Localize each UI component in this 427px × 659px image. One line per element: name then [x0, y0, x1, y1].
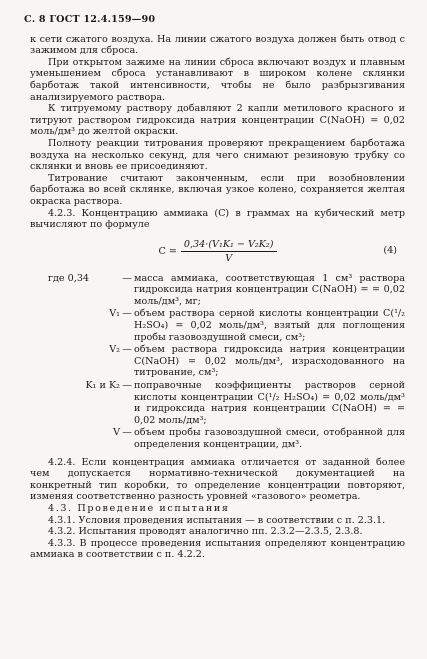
- definition-dash: —: [122, 272, 132, 284]
- paragraph-4: Полноту реакции титрования проверяют прекращением барботажа воздуха на несколько секунд, для чего снимают резиновую трубку со склянки и вновь ее присоединяют.: [30, 137, 405, 173]
- paragraph-4-3-1: 4.3.1. Условия проведения испытания — в соответствии с п. 2.3.1.: [48, 514, 386, 526]
- definition-text: масса аммиака, соответствующая 1 см³ раствора гидроксида натрия концентрации C(NaOH) = = 0,02 моль/дм³, мг;: [134, 272, 405, 307]
- definition-symbol: V₂: [109, 344, 120, 356]
- definition-text: объем раствора гидроксида натрия концентрации C(NaOH) = 0,02 моль/дм³, израсходованного на титрование, см³;: [134, 344, 405, 379]
- paragraph-4-2-3: 4.2.3. Концентрацию аммиака (C) в граммах на кубический метр вычисляют по формуле: [30, 207, 405, 231]
- formula-4: [30, 237, 405, 267]
- formula-numerator: 0,34·(V₁K₁ − V₂K₂): [181, 239, 277, 253]
- definition-text: объем пробы газовоздушной смеси, отобранной для определения концентрации, дм³.: [134, 427, 405, 450]
- definition-item: [30, 380, 405, 426]
- formula-number: (4): [383, 244, 397, 256]
- page-header: С. 8 ГОСТ 12.4.159—90: [24, 14, 156, 25]
- definition-text: объем раствора серной кислоты концентрации C(¹/₂ H₂SO₄) = 0,02 моль/дм³, взятый для поглощения пробы газовоздушной смеси, см³;: [134, 308, 405, 343]
- paragraph-2: При открытом зажиме на линии сброса включают воздух и плавным уменьшением сброса устанавливают в широком колене склянки барботаж такой интенсивности, чтобы не было разбрызгивания анализируемого раствора.: [30, 56, 405, 103]
- paragraph-3: К титруемому раствору добавляют 2 капли метилового красного и титруют раствором гидроксида натрия концентрации C(NaOH) = 0,02 моль/дм³ до желтой окраски.: [30, 103, 405, 138]
- definition-dash: —: [122, 380, 132, 392]
- paragraph-4-3-2: 4.3.2. Испытания проводят аналогично пп. 2.3.2—2.3.5, 2.3.8.: [48, 526, 363, 538]
- definition-item: [30, 344, 405, 379]
- definition-symbol: где 0,34: [48, 272, 90, 284]
- definition-item: [30, 427, 405, 450]
- section-heading-4-3: 4.3. Проведение испытания: [48, 502, 230, 514]
- definition-symbol: V₁: [109, 308, 120, 320]
- definition-symbol: K₁ и K₂: [85, 380, 120, 392]
- definitions-list: [30, 273, 405, 451]
- definition-item: [30, 308, 405, 343]
- definition-symbol: V: [113, 427, 120, 439]
- definition-dash: —: [122, 427, 132, 439]
- definition-dash: —: [122, 344, 132, 356]
- formula-lhs: C =: [158, 245, 177, 257]
- paragraph-5: Титрование считают законченным, если при возобновлении барботажа во всей склянке, включая узкое колено, сохраняется желтая окраска раствора.: [30, 172, 405, 207]
- definition-dash: —: [122, 308, 132, 320]
- formula-fraction: [181, 239, 277, 265]
- paragraph-4-3-3: 4.3.3. В процессе проведения испытания определяют концентрацию аммиака в соответствии с п. 4.2.2.: [30, 537, 405, 561]
- formula-denominator: V: [225, 253, 233, 265]
- paragraph-4-2-4: 4.2.4. Если концентрация аммиака отличается от заданной более чем допускается нормативно-технической документацией на конкретный тип коробки, то определение концентрации повторяют, изменяя соответственно разность уровней «газового» реометра.: [30, 456, 405, 503]
- definition-item: [30, 273, 405, 308]
- paragraph-1: к сети сжатого воздуха. На линии сжатого воздуха должен быть отвод с зажимом для сброса.: [30, 33, 405, 57]
- definition-text: поправочные коэффициенты растворов серной кислоты концентрации C(¹/₂ H₂SO₄) = 0,02 моль/дм³ и гидроксида натрия концентрации C(NaOH) = = 0,02 моль/дм³;: [134, 380, 405, 426]
